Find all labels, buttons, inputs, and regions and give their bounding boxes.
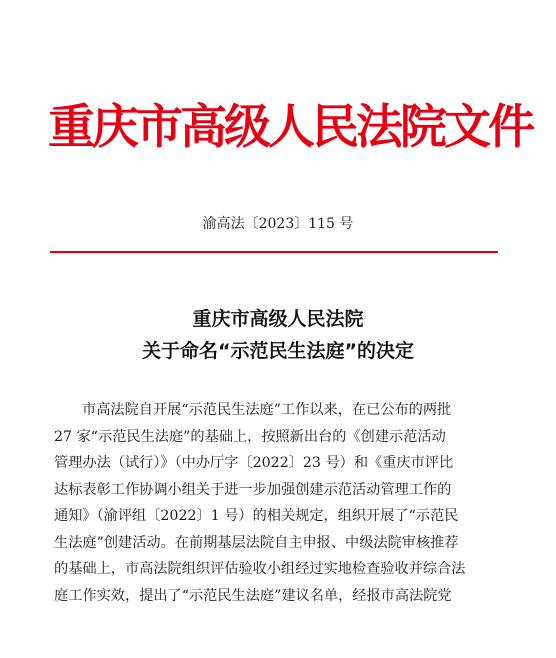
red-divider-line [50,251,498,253]
body-paragraph-line: 27 家“示范民生法庭”的基础上，按照新出台的《创建示范活动 [54,428,446,445]
document-title-line-2: 关于命名“示范民生法庭”的决定 [142,340,414,362]
body-paragraph-line: 市高法院自开展“示范民生法庭”工作以来，在已公布的两批 [82,402,452,418]
body-paragraph-line: 生法庭”创建活动。在前期基层法院自主申报、中级法院审核推荐 [54,534,459,551]
body-paragraph-line: 庭工作实效，提出了“示范民生法庭”建议名单，经报市高法院党 [54,587,452,604]
document-body [54,397,500,609]
document-header-title: 重庆市高级人民法院文件 [48,100,532,155]
document-number: 渝高法〔2023〕115 号 [202,216,354,232]
document-title-line-1: 重庆市高级人民法院 [192,308,364,330]
body-paragraph-line: 的基础上，市高法院组织评估验收小组经过实地检查验收并综合法 [54,561,466,577]
body-paragraph-line: 通知》（渝评组〔2022〕1 号）的相关规定，组织开展了“示范民 [54,508,459,524]
body-paragraph-line: 管理办法（试行）》（中办厅字〔2022〕23 号）和《重庆市评比 [54,455,454,471]
body-paragraph-line: 达标表彰工作协调小组关于进一步加强创建示范活动管理工作的 [54,481,452,498]
